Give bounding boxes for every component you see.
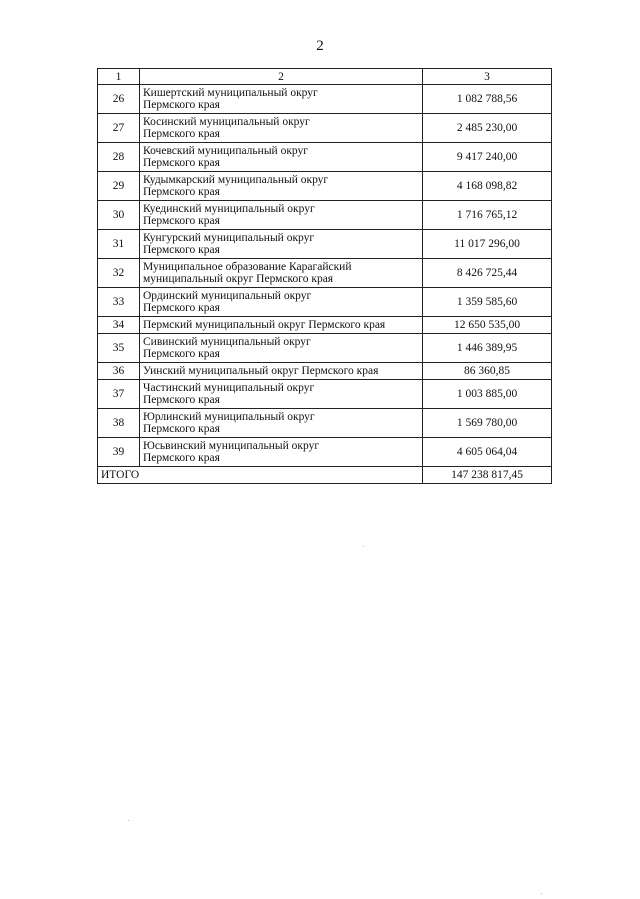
municipality-name-line: Муниципальное образование Карагайский <box>143 261 352 273</box>
municipality-name-line: Уинский муниципальный округ Пермского края <box>143 365 379 377</box>
table-row <box>98 438 552 467</box>
municipality-name <box>140 409 423 438</box>
scan-speck <box>541 893 542 894</box>
municipality-name <box>140 380 423 409</box>
row-number: 36 <box>98 363 140 380</box>
amount-value: 2 485 230,00 <box>423 114 552 143</box>
table-row <box>98 172 552 201</box>
amount-value: 9 417 240,00 <box>423 143 552 172</box>
table-row <box>98 288 552 317</box>
table-header-row <box>98 69 552 85</box>
amount-value: 4 605 064,04 <box>423 438 552 467</box>
municipality-name <box>140 172 423 201</box>
municipality-name-line: Пермский муниципальный округ Пермского края <box>143 319 386 331</box>
table-row <box>98 143 552 172</box>
amount-value: 8 426 725,44 <box>423 259 552 288</box>
table-row <box>98 409 552 438</box>
table-row <box>98 259 552 288</box>
municipality-name-line: Кочевский муниципальный округ <box>143 145 308 157</box>
municipality-name <box>140 317 423 334</box>
row-number: 30 <box>98 201 140 230</box>
row-number: 34 <box>98 317 140 334</box>
municipality-name-line: Косинский муниципальный округ <box>143 116 310 128</box>
header-col-2: 2 <box>140 69 423 85</box>
municipality-name <box>140 201 423 230</box>
table-body <box>98 69 552 484</box>
total-amount: 147 238 817,45 <box>423 467 552 484</box>
table-row <box>98 380 552 409</box>
table-row <box>98 201 552 230</box>
municipality-name-line: Юсьвинский муниципальный округ <box>143 440 320 452</box>
amount-value: 1 446 389,95 <box>423 334 552 363</box>
municipality-name-line: Пермского края <box>143 215 220 227</box>
municipality-name-line: Юрлинский муниципальный округ <box>143 411 315 423</box>
page-number: 2 <box>316 38 324 54</box>
table-row <box>98 114 552 143</box>
municipality-name <box>140 143 423 172</box>
amount-value: 1 716 765,12 <box>423 201 552 230</box>
table-row <box>98 85 552 114</box>
municipality-name <box>140 288 423 317</box>
municipality-name <box>140 85 423 114</box>
municipality-name-line: Кишертский муниципальный округ <box>143 87 318 99</box>
row-number: 33 <box>98 288 140 317</box>
municipality-name <box>140 230 423 259</box>
row-number: 37 <box>98 380 140 409</box>
total-label: ИТОГО <box>98 467 423 484</box>
municipality-name-line: Сивинский муниципальный округ <box>143 336 311 348</box>
amount-value: 1 359 585,60 <box>423 288 552 317</box>
row-number: 26 <box>98 85 140 114</box>
municipality-name-line: Куединский муниципальный округ <box>143 203 315 215</box>
municipality-name-line: муниципальный округ Пермского края <box>143 273 334 285</box>
municipality-name-line: Пермского края <box>143 348 220 360</box>
municipality-name <box>140 259 423 288</box>
municipality-name-line: Кудымкарский муниципальный округ <box>143 174 329 186</box>
municipality-name-line: Пермского края <box>143 128 220 140</box>
scan-speck <box>363 546 364 547</box>
row-number: 28 <box>98 143 140 172</box>
row-number: 39 <box>98 438 140 467</box>
amount-value: 86 360,85 <box>423 363 552 380</box>
header-col-1: 1 <box>98 69 140 85</box>
municipality-name-line: Пермского края <box>143 423 220 435</box>
municipality-name-line: Пермского края <box>143 99 220 111</box>
municipality-name <box>140 438 423 467</box>
municipality-name-line: Кунгурский муниципальный округ <box>143 232 315 244</box>
row-number: 35 <box>98 334 140 363</box>
municipality-name-line: Пермского края <box>143 394 220 406</box>
header-col-3: 3 <box>423 69 552 85</box>
municipality-name <box>140 363 423 380</box>
amount-value: 11 017 296,00 <box>423 230 552 259</box>
municipality-name-line: Ординский муниципальный округ <box>143 290 312 302</box>
amount-value: 1 003 885,00 <box>423 380 552 409</box>
allocation-table <box>97 68 552 484</box>
amount-value: 1 082 788,56 <box>423 85 552 114</box>
municipality-name-line: Пермского края <box>143 302 220 314</box>
municipality-name-line: Пермского края <box>143 452 220 464</box>
municipality-name-line: Пермского края <box>143 186 220 198</box>
row-number: 29 <box>98 172 140 201</box>
municipality-name <box>140 114 423 143</box>
table-row <box>98 334 552 363</box>
table-row <box>98 363 552 380</box>
amount-value: 12 650 535,00 <box>423 317 552 334</box>
amount-value: 1 569 780,00 <box>423 409 552 438</box>
row-number: 31 <box>98 230 140 259</box>
amount-value: 4 168 098,82 <box>423 172 552 201</box>
municipality-name-line: Пермского края <box>143 157 220 169</box>
row-number: 27 <box>98 114 140 143</box>
row-number: 32 <box>98 259 140 288</box>
scan-speck <box>128 820 129 821</box>
table-row <box>98 230 552 259</box>
municipality-name-line: Пермского края <box>143 244 220 256</box>
municipality-name-line: Частинский муниципальный округ <box>143 382 315 394</box>
table-row <box>98 317 552 334</box>
row-number: 38 <box>98 409 140 438</box>
municipality-name <box>140 334 423 363</box>
total-row <box>98 467 552 484</box>
